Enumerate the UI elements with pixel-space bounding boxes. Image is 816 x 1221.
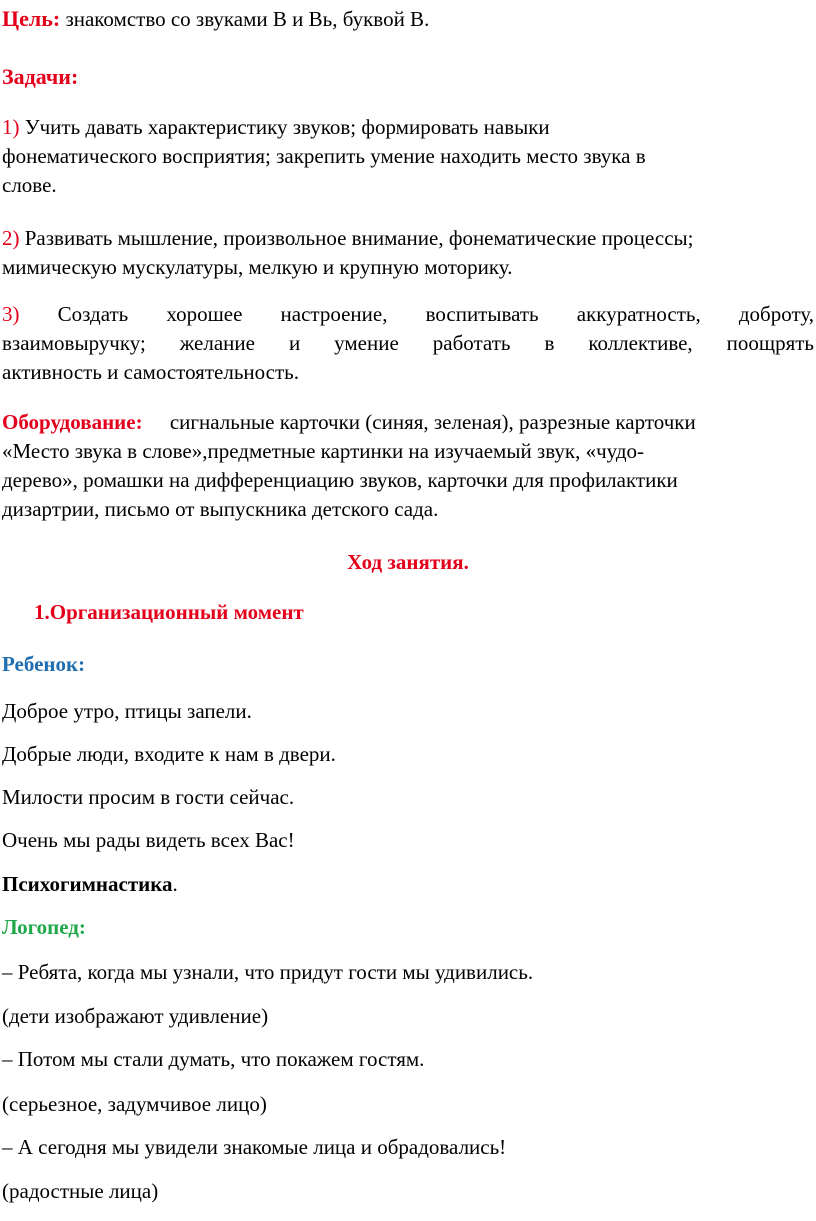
psycho-line	[2, 870, 814, 899]
task-text: Учить давать характеристику звуков; формировать навыки	[19, 115, 550, 139]
stage-direction: (серьезное, задумчивое лицо)	[2, 1092, 267, 1116]
task-text: Создать хорошее настроение, воспитывать аккуратность, доброту,	[19, 302, 814, 326]
poem-line: Милости просим в гости сейчас.	[2, 785, 295, 809]
task-item-1	[2, 113, 814, 200]
poem-line: Добрые люди, входите к нам в двери.	[2, 742, 336, 766]
equipment-block	[2, 408, 814, 524]
speech-therapist-label: Логопед:	[2, 915, 86, 939]
section-heading: 1.Организационный момент	[34, 600, 304, 624]
task-number: 2)	[2, 226, 20, 250]
task-text: слове.	[2, 173, 57, 197]
child-label: Ребенок:	[2, 652, 86, 676]
task-number: 1)	[2, 115, 20, 139]
equipment-text: сигнальные карточки (синяя, зеленая), разрезные карточки	[164, 410, 696, 434]
task-text: Развивать мышление, произвольное внимание, фонематические процессы;	[19, 226, 694, 250]
lesson-heading: Ход занятия.	[347, 550, 469, 574]
task-item-2	[2, 224, 814, 282]
poem-line: Очень мы рады видеть всех Вас!	[2, 828, 295, 852]
equipment-text: «Место звука в слове»,предметные картинки на изучаемый звук, «чудо-	[2, 439, 645, 463]
task-text: взаимовыручку; желание и умение работать в коллективе, поощрять	[2, 331, 814, 355]
goal-line	[2, 4, 814, 34]
task-text: активность и самостоятельность.	[2, 360, 299, 384]
dialog-line: – Потом мы стали думать, что покажем гостям.	[2, 1047, 425, 1071]
goal-text: знакомство со звуками В и Вь, буквой В.	[60, 7, 430, 31]
equipment-label: Оборудование:	[2, 410, 143, 434]
equipment-text: дерево», ромашки на дифференциацию звуков, карточки для профилактики	[2, 468, 678, 492]
psycho-suffix: .	[172, 872, 178, 896]
psycho-label: Психогимнастика	[2, 872, 173, 896]
stage-direction: (дети изображают удивление)	[2, 1004, 269, 1028]
dialog-line: – А сегодня мы увидели знакомые лица и обрадовались!	[2, 1135, 507, 1159]
task-text: фонематического восприятия; закрепить умение находить место звука в	[2, 144, 646, 168]
equipment-text: дизартрии, письмо от выпускника детского сада.	[2, 497, 439, 521]
poem-line: Доброе утро, птицы запели.	[2, 699, 252, 723]
dialog-line: – Ребята, когда мы узнали, что придут гости мы удивились.	[2, 960, 534, 984]
task-text: мимическую мускулатуры, мелкую и крупную моторику.	[2, 255, 513, 279]
task-item-3	[2, 300, 814, 387]
goal-label: Цель:	[2, 6, 61, 31]
tasks-heading: Задачи:	[2, 64, 79, 89]
task-number: 3)	[2, 302, 20, 326]
stage-direction: (радостные лица)	[2, 1179, 159, 1203]
